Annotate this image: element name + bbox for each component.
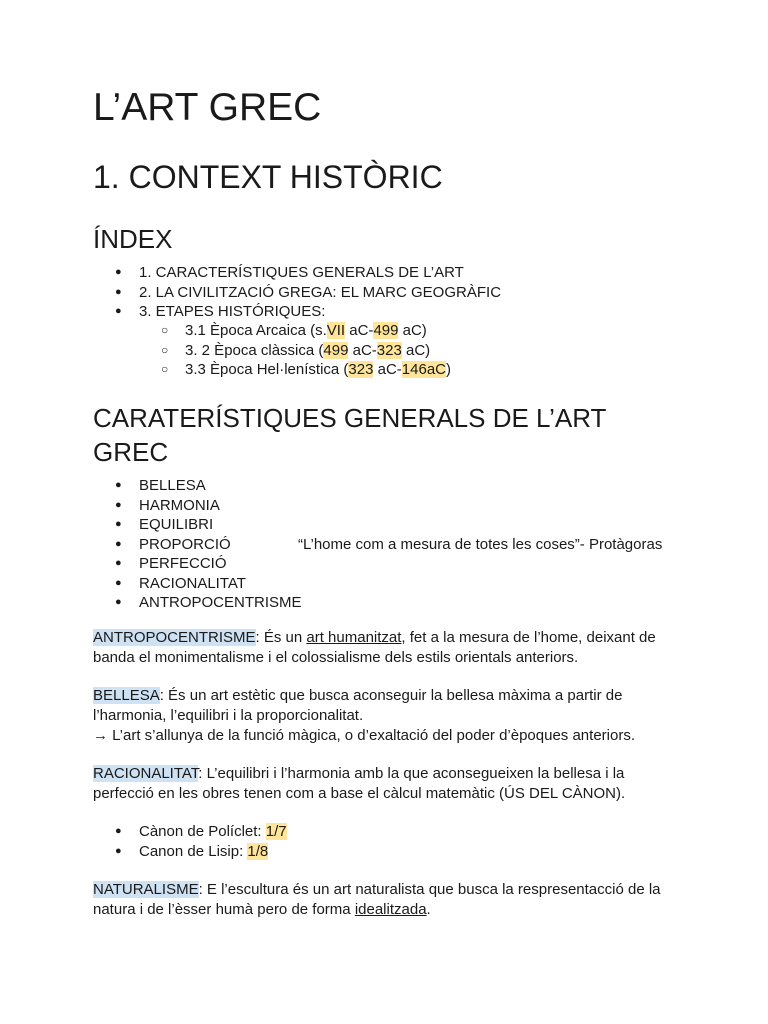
underlined-text: idealitzada bbox=[354, 901, 427, 918]
index-heading: ÍNDEX bbox=[93, 224, 173, 254]
circle-bullet-icon: ○ bbox=[161, 342, 169, 357]
bullet-icon: ● bbox=[115, 557, 122, 569]
highlighted-date: VII bbox=[326, 322, 346, 339]
highlighted-date: 323 bbox=[348, 361, 374, 378]
paragraph-antropocentrisme: ANTROPOCENTRISME: És un art humanitzat, fet a la mesura de l’home, deixant de banda el monimentalisme i el colossialisme dels estils orientals anteriors. bbox=[93, 629, 656, 666]
paragraph-bellesa: BELLESA: És un art estètic que busca aconseguir la bellesa màxima a partir de l’harmonia, l’equilibri i la proporcionalitat. → L’art s’allunya de la funció màgica, o d’exaltació del poder d’èpoques anteriors. bbox=[93, 687, 635, 744]
term-highlight: NATURALISME bbox=[93, 881, 199, 898]
index-item: ● 3. ETAPES HISTÓRIQUES: bbox=[115, 303, 326, 320]
protagoras-quote: “L’home com a mesura de totes les coses”- Protàgoras bbox=[298, 536, 663, 553]
section-heading-context: 1. CONTEXT HISTÒRIC bbox=[93, 159, 443, 195]
traits-list bbox=[93, 476, 302, 613]
canon-item: ● Cànon de Políclet: 1/7 bbox=[115, 823, 287, 840]
underlined-text: art humanitzat bbox=[306, 629, 402, 646]
bullet-icon: ● bbox=[115, 537, 122, 550]
index-item: ● 2. LA CIVILITZACIÓ GREGA: EL MARC GEOGRÀFIC bbox=[115, 283, 502, 301]
trait-item: ● RACIONALITAT bbox=[115, 574, 246, 592]
canon-list bbox=[93, 822, 287, 861]
trait-item: ● ANTROPOCENTRISME bbox=[115, 594, 302, 611]
circle-bullet-icon: ○ bbox=[161, 323, 169, 337]
highlighted-date: 323 bbox=[376, 341, 402, 359]
trait-item: ● HARMONIA bbox=[115, 496, 220, 514]
bullet-icon: ● bbox=[115, 576, 122, 589]
term-highlight: ANTROPOCENTRISME bbox=[93, 629, 256, 646]
bullet-icon: ● bbox=[115, 305, 122, 317]
index-item: ● 1. CARACTERÍSTIQUES GENERALS DE L’ART bbox=[115, 264, 464, 281]
bullet-icon: ● bbox=[115, 266, 122, 278]
trait-item: ● PROPORCIÓ bbox=[115, 535, 231, 553]
highlighted-date: 499 bbox=[373, 322, 399, 339]
bullet-icon: ● bbox=[115, 498, 122, 511]
term-highlight: BELLESA bbox=[93, 687, 160, 704]
index-sublist bbox=[93, 321, 451, 380]
trait-item: ● BELLESA bbox=[115, 477, 206, 494]
bullet-icon: ● bbox=[115, 844, 122, 857]
paragraph-naturalisme: NATURALISME: E l’escultura és un art naturalista que busca la respresentacció de la natura i de l’èsser humà pero de forma idealitzada. bbox=[93, 881, 661, 918]
highlighted-date: 499 bbox=[323, 341, 349, 359]
canon-item: ● Canon de Lisip: 1/8 bbox=[115, 842, 269, 860]
highlighted-value: 1/8 bbox=[247, 842, 269, 860]
bullet-icon: ● bbox=[115, 285, 122, 298]
term-highlight: RACIONALITAT bbox=[93, 765, 199, 782]
bullet-icon: ● bbox=[115, 479, 122, 491]
index-list bbox=[93, 263, 501, 322]
circle-bullet-icon: ○ bbox=[161, 362, 169, 376]
document-title: L’ART GREC bbox=[93, 86, 322, 129]
bullet-icon: ● bbox=[115, 518, 122, 530]
bullet-icon: ● bbox=[115, 825, 122, 837]
bullet-icon: ● bbox=[115, 596, 122, 608]
highlighted-date: 146aC bbox=[401, 361, 446, 378]
highlighted-value: 1/7 bbox=[265, 823, 287, 840]
trait-item: ● EQUILIBRI bbox=[115, 516, 214, 533]
section-heading-characteristics: CARATERÍSTIQUES GENERALS DE L’ART GREC bbox=[93, 403, 606, 467]
paragraph-racionalitat: RACIONALITAT: L’equilibri i l’harmonia amb la que aconsegueixen la bellesa i la perfecció en les obres tenen com a base el càlcul matemàtic (ÚS DEL CÀNON). bbox=[93, 765, 626, 802]
index-subitem: ○ 3.3 Època Hel·lenística (323 aC-146aC) bbox=[161, 361, 451, 378]
index-subitem: ○ 3. 2 Època clàssica (499 aC-323 aC) bbox=[161, 341, 431, 359]
trait-item: ● PERFECCIÓ bbox=[115, 555, 227, 572]
index-subitem: ○ 3.1 Època Arcaica (s.VII aC-499 aC) bbox=[161, 322, 427, 339]
